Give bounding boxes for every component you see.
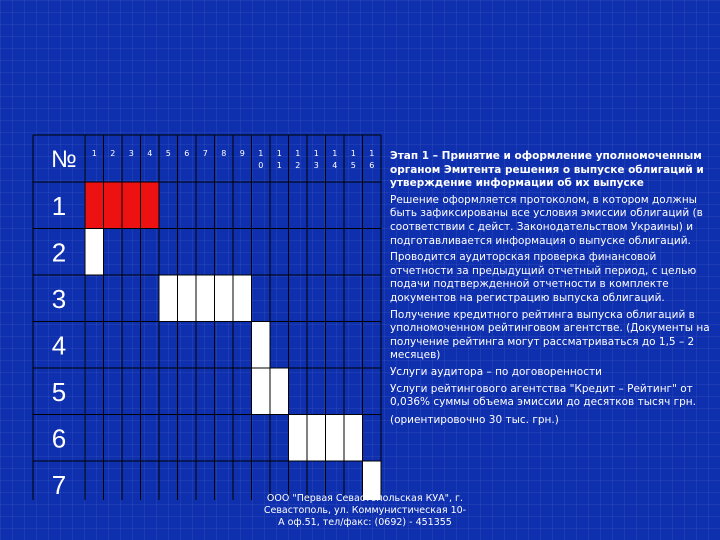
stage-paragraph: (ориентировочно 30 тыс. грн.) xyxy=(390,413,559,426)
column-number-label: 1 xyxy=(332,149,338,158)
column-number-label: 4 xyxy=(147,149,153,158)
row-number-label: 4 xyxy=(51,330,67,361)
column-number-label: 5 xyxy=(165,149,171,158)
column-number-label: 3 xyxy=(128,149,134,158)
column-number-label: 1 xyxy=(276,149,282,158)
stage-paragraph: Проводится аудиторская проверка финансовой отчетности за предыдущий отчетный период, с целью подачи подтвержденной отчетности в комплекте документов на регистрацию выпуска облигаций. xyxy=(390,251,697,304)
column-number-label: 1 xyxy=(295,149,301,158)
gantt-bar xyxy=(85,229,104,276)
stage-paragraph: Получение кредитного рейтинга выпуска облигаций в уполномоченном рейтинговом агентстве. (Документы на получение рейтинга могут рассматриваться до 1,5 – 2 месяцев) xyxy=(390,308,710,362)
column-number-label: 0 xyxy=(258,161,264,170)
company-footer xyxy=(250,493,480,529)
column-number-label: 5 xyxy=(350,161,356,170)
stage-paragraph: Услуги рейтингового агентства "Кредит – Рейтинг" от 0,036% суммы объема эмиссии до десятков тысяч грн. xyxy=(390,382,697,409)
row-number-label: 5 xyxy=(51,377,67,407)
column-number-label: 1 xyxy=(91,149,97,158)
stage-paragraph: Решение оформляется протоколом, в котором должны быть зафиксированы все условия эмиссии облигаций (в соответствии с дейст. Законодательством Украины) и подготавливается информация о выпуске облигаций. xyxy=(390,193,703,247)
row-number-label: 7 xyxy=(51,470,67,500)
row-number-label: 6 xyxy=(51,423,67,454)
column-number-label: 1 xyxy=(313,149,319,158)
footer-line: ООО "Первая Севастопольская КУА", г. xyxy=(266,493,464,504)
stage-paragraph: Услуги аудитора – по договоренности xyxy=(390,365,602,378)
column-number-label: 9 xyxy=(239,149,245,158)
column-number-label: 7 xyxy=(202,149,208,158)
column-number-label: 3 xyxy=(313,161,319,170)
column-number-label: 1 xyxy=(350,149,356,158)
gantt-bar xyxy=(159,275,252,322)
column-number-label: 6 xyxy=(184,149,190,158)
column-number-label: 1 xyxy=(276,161,282,170)
stage-description xyxy=(390,150,716,427)
column-number-label: 8 xyxy=(221,149,227,158)
column-number-label: 2 xyxy=(295,161,301,170)
column-number-label: 4 xyxy=(332,161,338,170)
row-number-label: 3 xyxy=(51,284,67,314)
column-number-label: 6 xyxy=(369,161,375,170)
footer-line: Севастополь, ул. Коммунистическая 10- xyxy=(263,505,467,516)
column-number-label: 2 xyxy=(110,149,116,158)
row-number-label: 2 xyxy=(51,237,67,268)
footer-line: А оф.51, тел/факс: (0692) - 451355 xyxy=(278,517,452,528)
stage-title: Этап 1 – Принятие и оформление уполномоченным органом Эмитента решения о выпуске облигаций и утверждение информации об их выпуске xyxy=(390,150,704,190)
number-header: № xyxy=(51,146,77,173)
gantt-bar xyxy=(252,322,271,369)
column-number-label: 1 xyxy=(258,149,264,158)
row-number-label: 1 xyxy=(51,191,67,221)
column-number-label: 1 xyxy=(369,149,375,158)
